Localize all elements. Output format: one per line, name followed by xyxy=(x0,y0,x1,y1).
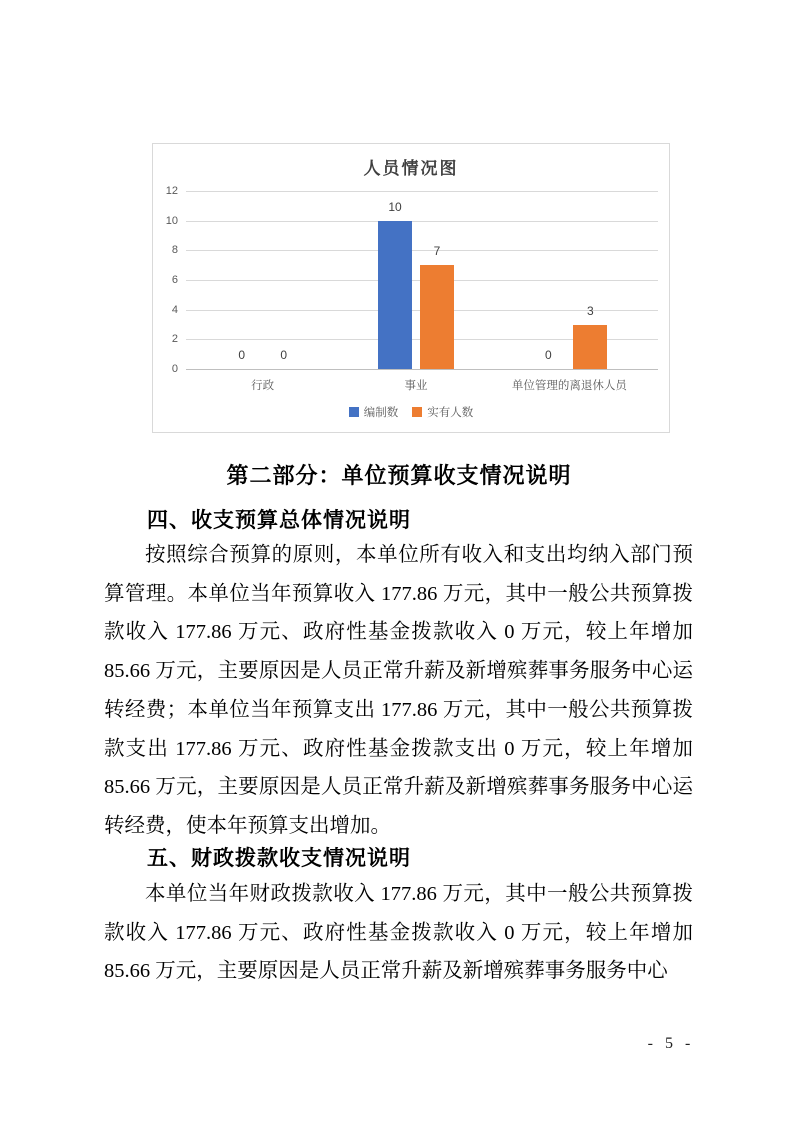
heading-five: 五、财政拨款收支情况说明 xyxy=(147,847,411,870)
y-axis-tick-label: 6 xyxy=(171,274,178,286)
paragraph-five: 本单位当年财政拨款收入 177.86 万元，其中一般公共预算拨款收入 177.86 万元、政府性基金拨款收入 0 万元，较上年增加 85.66 万元，主要原因是人员正常升薪及新增殡葬事务服务中心 xyxy=(104,883,693,983)
y-axis-tick-label: 0 xyxy=(171,363,178,375)
legend-label: 编制数 xyxy=(363,407,399,419)
y-axis-tick-label: 2 xyxy=(171,333,178,345)
x-axis-category-label: 事业 xyxy=(404,380,428,392)
gridline-y8 xyxy=(186,250,658,251)
personnel-chart xyxy=(152,143,670,433)
y-axis-tick-label: 4 xyxy=(171,304,178,316)
y-axis-tick-label: 8 xyxy=(171,244,178,256)
x-axis-category-label: 行政 xyxy=(251,380,275,392)
data-label: 10 xyxy=(388,199,402,214)
data-label: 3 xyxy=(586,303,594,318)
legend-label: 实有人数 xyxy=(427,407,474,419)
chart-title: 人员情况图 xyxy=(363,159,459,178)
gridline-y12 xyxy=(186,191,658,192)
x-axis-category-label: 单位管理的离退休人员 xyxy=(511,380,627,392)
legend-item xyxy=(412,404,473,420)
data-label: 7 xyxy=(433,244,441,259)
data-label: 0 xyxy=(238,348,246,362)
data-label: 0 xyxy=(544,348,552,362)
section-title: 第二部分：单位预算收支情况说明 xyxy=(226,463,572,488)
paragraph-four: 按照综合预算的原则，本单位所有收入和支出均纳入部门预算管理。本单位当年预算收入 177.86 万元，其中一般公共预算拨款收入 177.86 万元、政府性基金拨款收入 0 万元，较上年增加 85.66 万元，主要原因是人员正常升薪及新增殡葬事务服务中心运转经费；本单位当年预算支出 177.86 万元，其中一般公共预算拨款支出 177.86 万元、政府性基金拨款支出 0 万元，较上年增加 85.66 万元，主要原因是人员正常升薪及新增殡葬事务服务中心运转经费，使本年预算支出增加。 xyxy=(104,544,693,837)
data-label: 0 xyxy=(280,348,288,362)
y-axis-tick-label: 12 xyxy=(165,185,178,197)
bar-实有人数-单位管理的离退休人员 xyxy=(573,325,607,370)
heading-four: 四、收支预算总体情况说明 xyxy=(147,509,411,532)
y-axis-tick-label: 10 xyxy=(165,215,178,227)
bar-编制数-事业 xyxy=(378,221,412,369)
legend-swatch-icon xyxy=(349,407,359,417)
legend-item xyxy=(349,404,399,420)
page-number: - 5 - xyxy=(647,1035,695,1052)
chart-legend xyxy=(153,404,669,420)
bar-实有人数-事业 xyxy=(420,265,454,369)
legend-swatch-icon xyxy=(412,407,422,417)
gridline-y10 xyxy=(186,221,658,222)
gridline-y0 xyxy=(186,369,658,370)
